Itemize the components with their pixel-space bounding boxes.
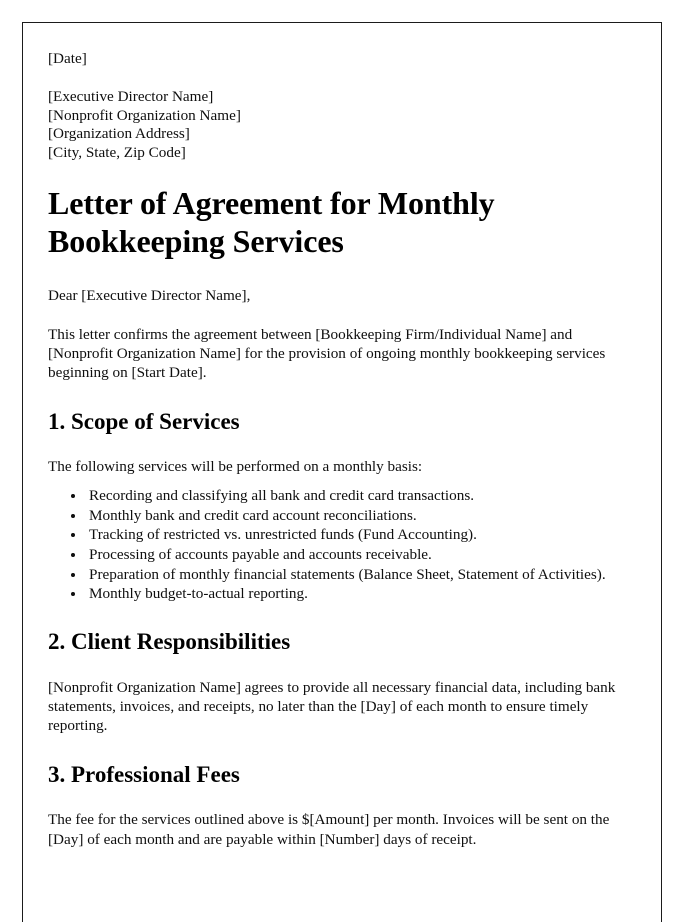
document-page-viewport	[22, 22, 662, 848]
list-item: • Monthly bank and credit card account reconciliations.	[86, 506, 637, 525]
intro-paragraph: This letter confirms the agreement between [Bookkeeping Firm/Individual Name] and [Nonprofit Organization Name] for the provision of ongoing monthly bookkeeping services beginning on [Start Date].	[48, 325, 606, 382]
list-item: • Preparation of monthly financial statements (Balance Sheet, Statement of Activities).	[86, 565, 637, 584]
recipient-line-name: [Executive Director Name]	[48, 88, 214, 106]
section-heading-professional-fees: 3. Professional Fees	[48, 761, 240, 787]
document-title: Letter of Agreement for Monthly Bookkeeping Services	[48, 185, 495, 260]
document-page	[22, 22, 662, 922]
section-heading-client-responsibilities: 2. Client Responsibilities	[48, 629, 291, 655]
letter-date: [Date]	[48, 50, 87, 67]
scope-lead-in: The following services will be performed on a monthly basis:	[48, 458, 423, 476]
professional-fees-paragraph: The fee for the services outlined above is $[Amount] per month. Invoices will be sent on the [Day] of each month and are payable within [Number] days of receipt.	[48, 811, 610, 848]
list-item: • Processing of accounts payable and accounts receivable.	[86, 545, 637, 564]
recipient-line-city-state-zip: [City, State, Zip Code]	[48, 143, 186, 161]
recipient-line-organization: [Nonprofit Organization Name]	[48, 106, 241, 124]
document-body	[48, 49, 637, 849]
recipient-line-address: [Organization Address]	[48, 125, 190, 143]
list-item: • Monthly budget-to-actual reporting.	[86, 584, 637, 603]
list-item: • Tracking of restricted vs. unrestricted funds (Fund Accounting).	[86, 525, 637, 544]
recipient-address-block	[48, 88, 637, 162]
scope-of-services-list	[48, 486, 637, 603]
salutation: Dear [Executive Director Name],	[48, 287, 251, 305]
section-heading-scope-of-services: 1. Scope of Services	[48, 408, 240, 434]
list-item: • Recording and classifying all bank and credit card transactions.	[86, 486, 637, 505]
client-responsibilities-paragraph: [Nonprofit Organization Name] agrees to provide all necessary financial data, including bank statements, invoices, and receipts, no later than the [Day] of each month to ensure timely reporting.	[48, 678, 616, 735]
